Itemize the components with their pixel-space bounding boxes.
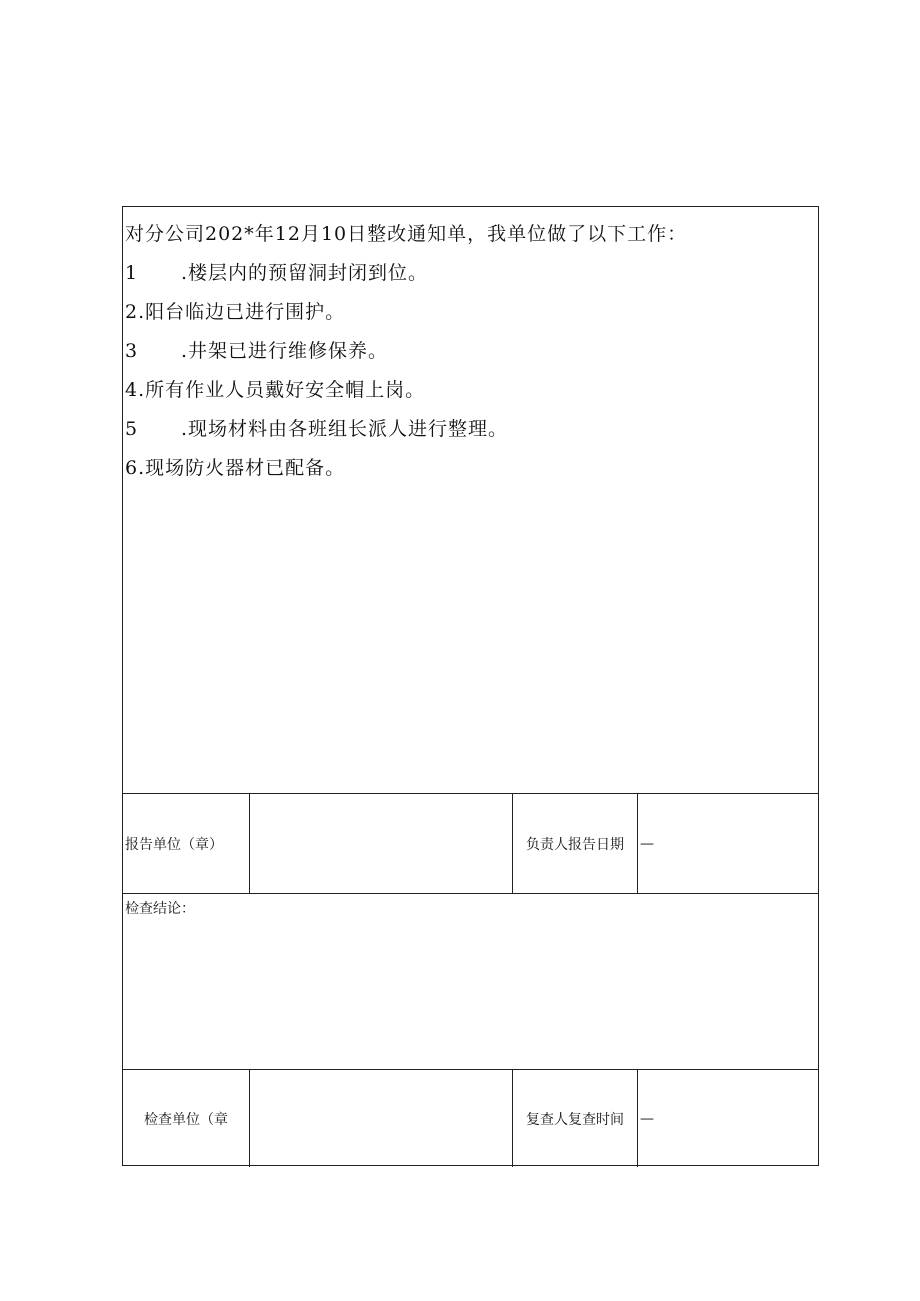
- report-signature-row: [123, 794, 818, 894]
- report-unit-label: 报告单位（章）: [123, 794, 250, 893]
- report-item-3: [125, 336, 388, 363]
- inspection-conclusion-label: 检查结论：: [125, 901, 195, 917]
- item-number: 3: [125, 340, 139, 362]
- recheck-person-time-field[interactable]: —: [640, 1110, 654, 1127]
- report-item-2: [125, 297, 345, 324]
- report-person-date-label: 负责人报告日期: [513, 794, 638, 893]
- report-item-6: [125, 453, 345, 480]
- report-item-5: [125, 414, 508, 441]
- report-intro: 对分公司202*年12月10日整改通知单，我单位做了以下工作：: [125, 223, 688, 245]
- item-text: .现场材料由各班组长派人进行整理。: [181, 418, 509, 440]
- rectification-report-form: [122, 206, 819, 1166]
- report-item-1: [125, 258, 428, 285]
- report-item-4: [125, 375, 425, 402]
- report-person-date-field[interactable]: —: [640, 835, 654, 852]
- recheck-unit-label: 检查单位（章: [123, 1070, 250, 1167]
- item-text: .井架已进行维修保养。: [181, 340, 389, 362]
- report-content-cell: [123, 207, 818, 794]
- item-text: 6.现场防火器材已配备。: [125, 457, 346, 479]
- recheck-unit-field[interactable]: [250, 1070, 513, 1167]
- item-text: 4.所有作业人员戴好安全帽上岗。: [125, 379, 426, 401]
- item-text: 2.阳台临边已进行围护。: [125, 301, 346, 323]
- inspection-conclusion-row: [123, 894, 818, 1070]
- recheck-signature-row: [123, 1070, 818, 1167]
- item-number: 1: [125, 262, 139, 284]
- item-text: .楼层内的预留洞封闭到位。: [181, 262, 429, 284]
- recheck-person-time-label: 复查人复查时间: [513, 1070, 638, 1167]
- item-number: 5: [125, 418, 139, 440]
- report-unit-field[interactable]: [250, 794, 513, 893]
